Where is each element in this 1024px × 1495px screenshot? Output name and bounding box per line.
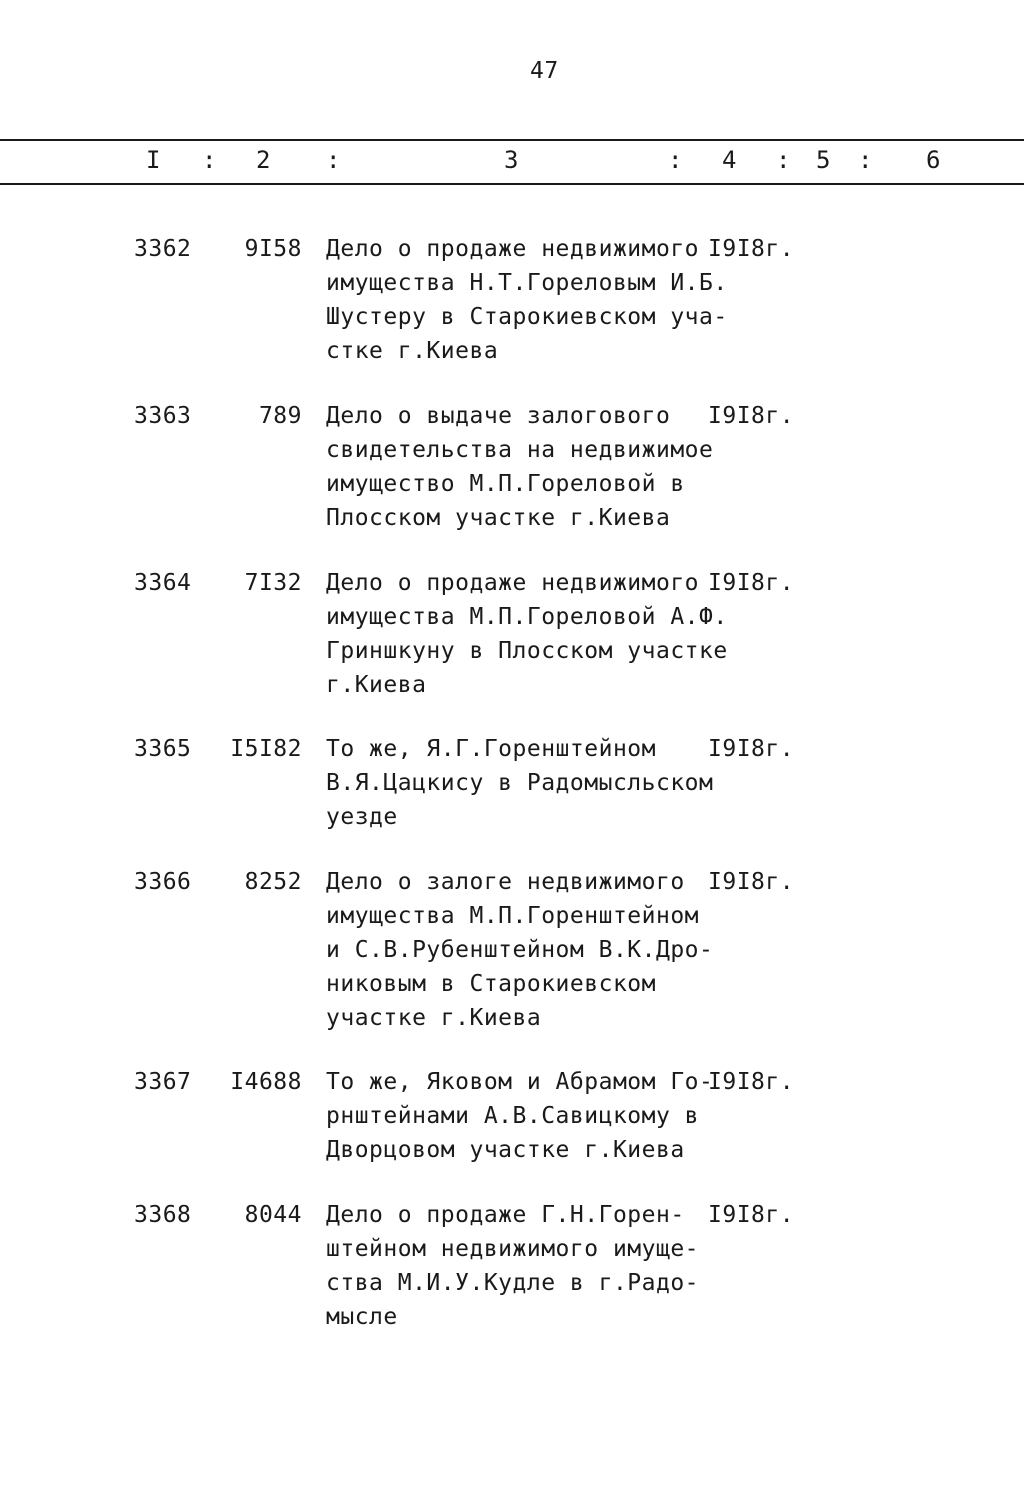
case-year: I9I8г. <box>708 1202 795 1228</box>
description-line: Дело о продаже Г.Н.Горен- <box>326 1202 685 1228</box>
description-line: В.Я.Цацкису в Радомысльском <box>326 770 714 796</box>
column-separator: : <box>326 146 341 174</box>
column-header-3: 3 <box>504 146 519 174</box>
case-description <box>326 1065 714 1167</box>
file-number: 789 <box>258 403 302 429</box>
description-line: имущества Н.Т.Гореловым И.Б. <box>326 270 728 296</box>
description-line: ства М.И.У.Кудле в г.Радо- <box>326 1270 700 1296</box>
description-line: Дело о залоге недвижимого <box>326 869 685 895</box>
description-line: Дело о продаже недвижимого <box>326 570 700 596</box>
column-separator: : <box>668 146 683 174</box>
inventory-number: 3366 <box>134 869 192 895</box>
column-separator: : <box>202 146 217 174</box>
column-separator: : <box>858 146 873 174</box>
case-description <box>326 865 714 1035</box>
case-year: I9I8г. <box>708 869 795 895</box>
description-line: Шустеру в Старокиевском уча- <box>326 304 728 330</box>
inventory-number: 3367 <box>134 1069 192 1095</box>
case-year: I9I8г. <box>708 403 795 429</box>
description-line: имущества М.П.Гореловой А.Ф. <box>326 604 728 630</box>
description-line: Дело о продаже недвижимого <box>326 236 700 262</box>
description-line: уезде <box>326 804 398 830</box>
inventory-number: 3362 <box>134 236 192 262</box>
description-line: Дело о выдаче залогового <box>326 403 671 429</box>
column-separator: : <box>776 146 791 174</box>
description-line: рнштейнами А.В.Савицкому в <box>326 1103 700 1129</box>
description-line: никовым в Старокиевском <box>326 971 656 997</box>
inventory-number: 3363 <box>134 403 192 429</box>
column-header-4: 4 <box>722 146 737 174</box>
inventory-number: 3364 <box>134 570 192 596</box>
file-number: I5I82 <box>230 736 302 762</box>
file-number: 8044 <box>244 1202 302 1228</box>
description-line: Плосском участке г.Киева <box>326 505 671 531</box>
file-number: 9I58 <box>244 236 302 262</box>
description-line: имущества М.П.Горенштейном <box>326 903 700 929</box>
description-line: и С.В.Рубенштейном В.К.Дро- <box>326 937 714 963</box>
case-year: I9I8г. <box>708 736 795 762</box>
description-line: Гриншкуну в Плосском участке <box>326 638 728 664</box>
description-line: свидетельства на недвижимое <box>326 437 714 463</box>
column-header-6: 6 <box>926 146 941 174</box>
description-line: То же, Я.Г.Горенштейном <box>326 736 656 762</box>
case-description <box>326 1198 706 1334</box>
file-number: 7I32 <box>244 570 302 596</box>
description-line: мысле <box>326 1304 398 1330</box>
description-line: Дворцовом участке г.Киева <box>326 1137 685 1163</box>
description-line: стке г.Киева <box>326 338 499 364</box>
file-number: I4688 <box>230 1069 302 1095</box>
file-number: 8252 <box>244 869 302 895</box>
column-header-2: 2 <box>256 146 271 174</box>
case-description <box>326 566 728 702</box>
case-year: I9I8г. <box>708 1069 795 1095</box>
inventory-number: 3368 <box>134 1202 192 1228</box>
description-line: имущество М.П.Гореловой в <box>326 471 685 497</box>
column-header-1: I <box>146 146 161 174</box>
case-description <box>326 732 714 834</box>
description-line: штейном недвижимого имуще- <box>326 1236 700 1262</box>
page-number: 47 <box>530 58 559 84</box>
case-year: I9I8г. <box>708 236 795 262</box>
case-description <box>326 232 728 368</box>
description-line: участке г.Киева <box>326 1005 542 1031</box>
case-description <box>326 399 714 535</box>
column-header-5: 5 <box>816 146 831 174</box>
inventory-number: 3365 <box>134 736 192 762</box>
header-top-rule <box>0 139 1024 141</box>
description-line: То же, Яковом и Абрамом Го- <box>326 1069 714 1095</box>
case-year: I9I8г. <box>708 570 795 596</box>
header-bottom-rule <box>0 183 1024 185</box>
description-line: г.Киева <box>326 672 427 698</box>
